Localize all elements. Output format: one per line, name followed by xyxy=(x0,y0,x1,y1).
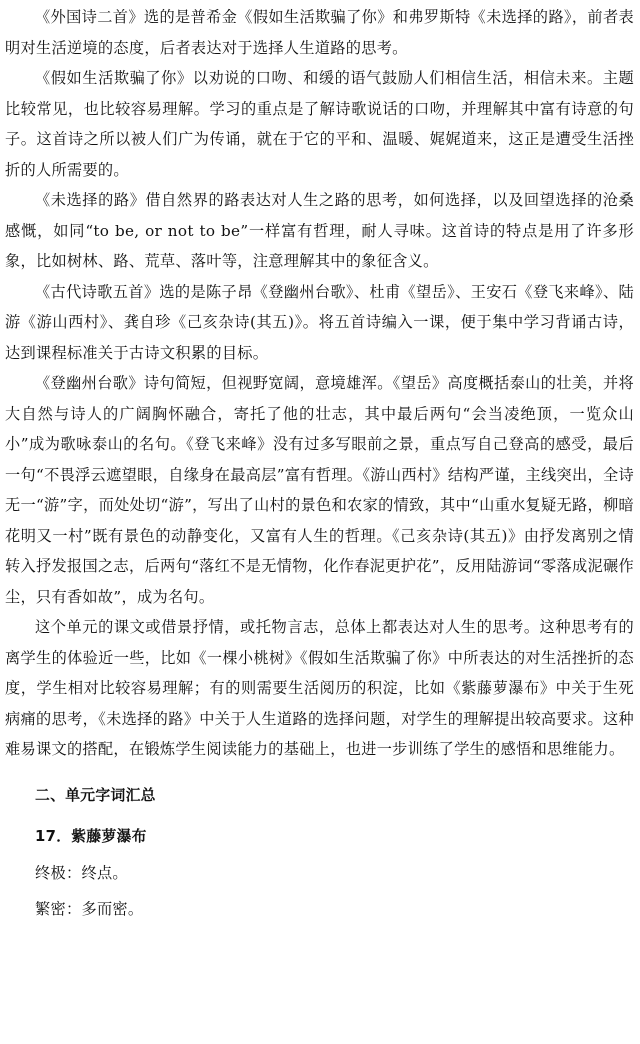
glossary-item: 终极：终点。 xyxy=(35,863,128,882)
glossary-item: 繁密：多而密。 xyxy=(35,899,144,918)
paragraph-unit-summary: 这个单元的课文或借景抒情，或托物言志，总体上都表达对人生的思考。这种思考有的离学生的体验近一些，比如《一棵小桃树》《假如生活欺骗了你》中所表达的对生活挫折的态度，学生相对比较容易理解；有的则需要生活阅历的积淀，比如《紫藤萝瀑布》中关于生死病痛的思考，《未选择的路》中关于人生道路的选择问题，对学生的理解提出较高要求。这种难易课文的搭配，在锻炼学生阅读能力的基础上，也进一步训练了学生的感悟和思维能力。 xyxy=(5,618,634,758)
section-heading: 二、单元字词汇总 xyxy=(35,786,156,804)
paragraph-ancient-poems-analysis: 《登幽州台歌》诗句简短，但视野宽阔，意境雄浑。《望岳》高度概括泰山的壮美，并将大自然与诗人的广阔胸怀融合，寄托了他的壮志，其中最后两句“会当凌绝顶，一览众山小”成为歌咏泰山的名句。《登飞来峰》没有过多写眼前之景，重点写自己登高的感受，最后一句“不畏浮云遮望眼，自缘身在最高层”富有哲理。《游山西村》结构严谨，主线突出，全诗无一“游”字，而处处切“游”，写出了山村的景色和农家的情致，其中“山重水复疑无路，柳暗花明又一村”既有景色的动静变化，又富有人生的哲理。《己亥杂诗(其五)》由抒发离别之情转入抒发报国之志，后两句“落红不是无情物，化作春泥更护花”，反用陆游词“零落成泥碾作尘，只有香如故”，成为名句。 xyxy=(5,374,634,606)
paragraph-foreign-poems-intro: 《外国诗二首》选的是普希金《假如生活欺骗了你》和弗罗斯特《未选择的路》，前者表明对生活逆境的态度，后者表达对于选择人生道路的思考。 xyxy=(5,8,634,57)
lesson-heading: 17．紫藤萝瀑布 xyxy=(35,827,147,845)
paragraph-frost-poem: 《未选择的路》借自然界的路表达对人生之路的思考，如何选择，以及回望选择的沧桑感慨，如同“to be, or not to be”一样富有哲理，耐人寻味。这首诗的特点是用了许多形象，比如树林、路、荒草、落叶等，注意理解其中的象征含义。 xyxy=(5,191,634,270)
paragraph-ancient-poems-intro: 《古代诗歌五首》选的是陈子昂《登幽州台歌》、杜甫《望岳》、王安石《登飞来峰》、陆游《游山西村》、龚自珍《己亥杂诗(其五)》。将五首诗编入一课，便于集中学习背诵古诗，达到课程标准关于古诗文积累的目标。 xyxy=(5,282,634,362)
paragraph-pushkin-poem: 《假如生活欺骗了你》以劝说的口吻、和缓的语气鼓励人们相信生活，相信未来。主题比较常见，也比较容易理解。学习的重点是了解诗歌说话的口吻，并理解其中富有诗意的句子。这首诗之所以被人们广为传诵，就在于它的平和、温暖、娓娓道来，这正是遭受生活挫折的人所需要的。 xyxy=(5,69,634,179)
